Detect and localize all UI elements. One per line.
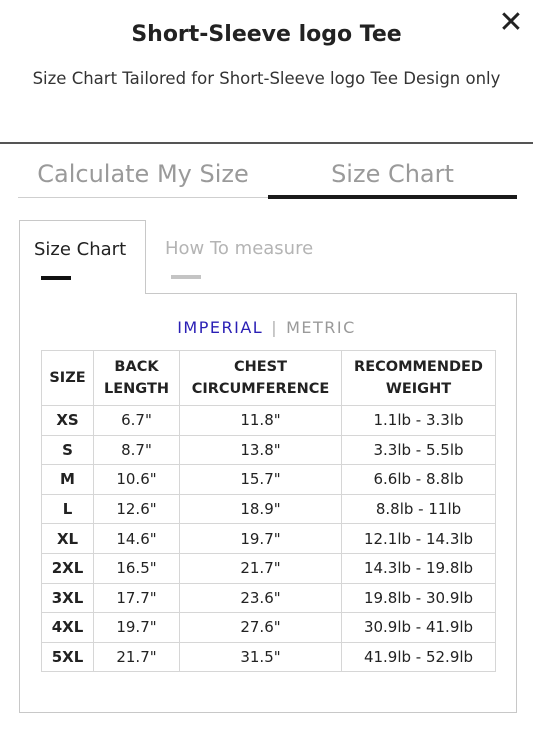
- cell-weight: 12.1lb - 14.3lb: [342, 524, 496, 554]
- cell-weight: 41.9lb - 52.9lb: [342, 642, 496, 672]
- subtab-active-indicator: [41, 276, 71, 280]
- page-title: Short-Sleeve logo Tee: [131, 22, 402, 47]
- subtab-how-to-measure[interactable]: [146, 220, 346, 294]
- cell-chest: 27.6": [180, 613, 342, 643]
- cell-back-length: 16.5": [94, 553, 180, 583]
- close-icon[interactable]: ✕: [498, 5, 524, 40]
- cell-size: 5XL: [42, 642, 94, 672]
- size-table: [41, 350, 496, 672]
- cell-weight: 14.3lb - 19.8lb: [342, 553, 496, 583]
- cell-chest: 15.7": [180, 465, 342, 495]
- cell-weight: 8.8lb - 11lb: [342, 494, 496, 524]
- cell-size: 2XL: [42, 553, 94, 583]
- table-row: [42, 642, 496, 672]
- tab-size-chart[interactable]: Size Chart: [331, 160, 454, 188]
- unit-metric-button[interactable]: METRIC: [286, 318, 356, 337]
- cell-weight: 1.1lb - 3.3lb: [342, 406, 496, 436]
- subtab-how-to-measure-label: How To measure: [165, 238, 314, 259]
- cell-chest: 18.9": [180, 494, 342, 524]
- table-row: [42, 465, 496, 495]
- cell-weight: 3.3lb - 5.5lb: [342, 435, 496, 465]
- table-row: [42, 406, 496, 436]
- cell-back-length: 12.6": [94, 494, 180, 524]
- cell-chest: 11.8": [180, 406, 342, 436]
- cell-back-length: 14.6": [94, 524, 180, 554]
- subtab-size-chart[interactable]: [19, 220, 146, 294]
- tab-underline-active: [268, 195, 517, 199]
- unit-toggle: [0, 318, 533, 337]
- cell-size: S: [42, 435, 94, 465]
- table-row: [42, 524, 496, 554]
- page-subtitle: Size Chart Tailored for Short-Sleeve logo Tee Design only: [32, 69, 501, 88]
- table-row: [42, 553, 496, 583]
- cell-back-length: 10.6": [94, 465, 180, 495]
- cell-size: 3XL: [42, 583, 94, 613]
- table-row: [42, 435, 496, 465]
- tab-underline-inactive: [18, 197, 268, 198]
- header-chest-circumference: CHEST CIRCUMFERENCE: [180, 351, 342, 406]
- table-row: [42, 494, 496, 524]
- cell-size: L: [42, 494, 94, 524]
- cell-weight: 30.9lb - 41.9lb: [342, 613, 496, 643]
- unit-imperial-button[interactable]: IMPERIAL: [177, 318, 264, 337]
- cell-chest: 13.8": [180, 435, 342, 465]
- table-header-row: [42, 351, 496, 406]
- cell-size: 4XL: [42, 613, 94, 643]
- cell-back-length: 8.7": [94, 435, 180, 465]
- cell-weight: 19.8lb - 30.9lb: [342, 583, 496, 613]
- cell-back-length: 21.7": [94, 642, 180, 672]
- cell-back-length: 19.7": [94, 613, 180, 643]
- table-row: [42, 613, 496, 643]
- cell-size: XL: [42, 524, 94, 554]
- unit-separator: |: [271, 318, 279, 337]
- table-row: [42, 583, 496, 613]
- tab-calculate-my-size[interactable]: Calculate My Size: [37, 160, 249, 188]
- subtab-size-chart-label: Size Chart: [34, 239, 127, 260]
- header-recommended-weight: RECOMMENDED WEIGHT: [342, 351, 496, 406]
- cell-back-length: 6.7": [94, 406, 180, 436]
- header-divider: [0, 142, 533, 144]
- header-back-length: BACK LENGTH: [94, 351, 180, 406]
- cell-back-length: 17.7": [94, 583, 180, 613]
- cell-size: M: [42, 465, 94, 495]
- cell-chest: 21.7": [180, 553, 342, 583]
- cell-size: XS: [42, 406, 94, 436]
- subtab-inactive-indicator: [171, 275, 201, 279]
- header-size: SIZE: [42, 351, 94, 406]
- cell-chest: 23.6": [180, 583, 342, 613]
- cell-chest: 31.5": [180, 642, 342, 672]
- cell-chest: 19.7": [180, 524, 342, 554]
- cell-weight: 6.6lb - 8.8lb: [342, 465, 496, 495]
